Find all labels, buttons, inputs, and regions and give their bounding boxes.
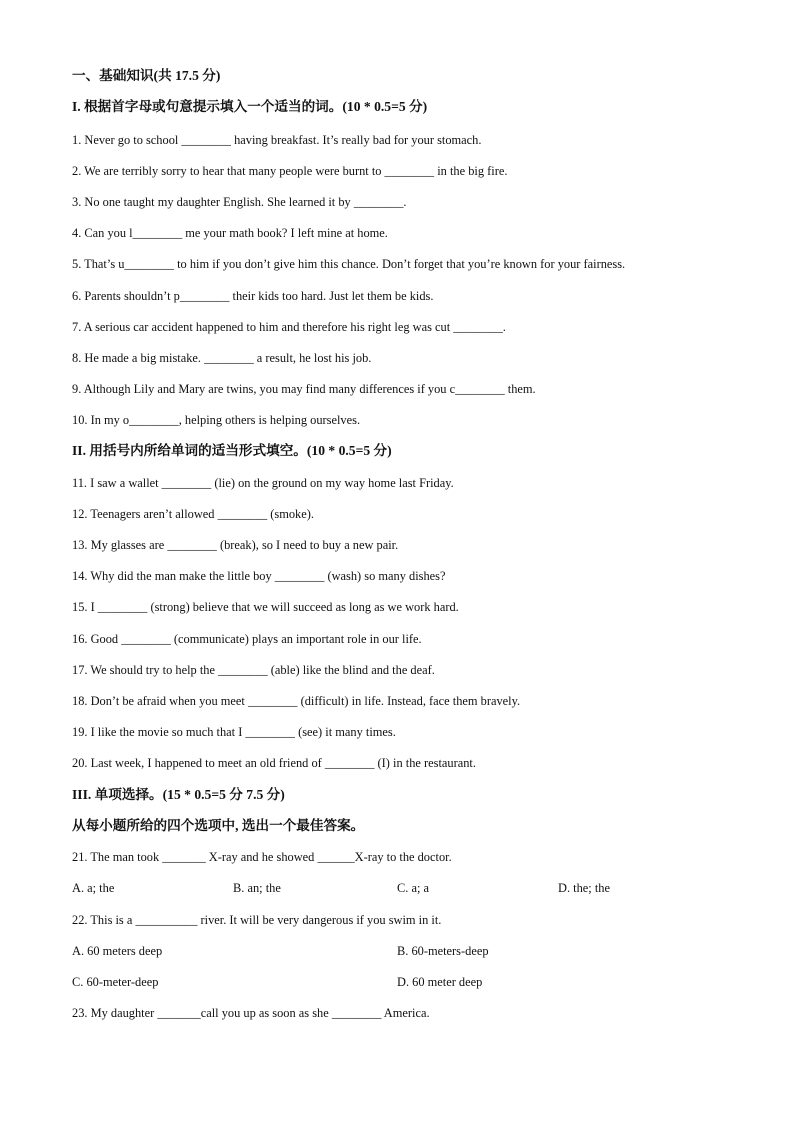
question-1: 1. Never go to school ________ having breakfast. It’s really bad for your stomach.: [72, 133, 482, 147]
q22-option-c: C. 60-meter-deep: [72, 975, 159, 989]
question-4: 4. Can you l________ me your math book? I left mine at home.: [72, 226, 388, 240]
question-17: 17. We should try to help the ________ (able) like the blind and the deaf.: [72, 663, 435, 677]
question-19: 19. I like the movie so much that I ________ (see) it many times.: [72, 725, 396, 739]
question-20: 20. Last week, I happened to meet an old friend of ________ (I) in the restaurant.: [72, 756, 476, 770]
question-18: 18. Don’t be afraid when you meet ________ (difficult) in life. Instead, face them bravely.: [72, 694, 521, 708]
question-14: 14. Why did the man make the little boy ________ (wash) so many dishes?: [72, 569, 446, 583]
question-16: 16. Good ________ (communicate) plays an important role in our life.: [72, 632, 422, 646]
question-2: 2. We are terribly sorry to hear that many people were burnt to ________ in the big fire.: [72, 164, 508, 178]
q21-option-c: C. a; a: [397, 881, 429, 895]
question-8: 8. He made a big mistake. ________ a result, he lost his job.: [72, 351, 372, 365]
part1-heading: I. 根据首字母或句意提示填入一个适当的词。(10 * 0.5=5 分): [72, 99, 428, 114]
question-21: 21. The man took _______ X-ray and he showed ______X-ray to the doctor.: [72, 850, 452, 864]
question-3: 3. No one taught my daughter English. She learned it by ________.: [72, 195, 407, 209]
question-7: 7. A serious car accident happened to him and therefore his right leg was cut ________.: [72, 320, 506, 334]
question-13: 13. My glasses are ________ (break), so I need to buy a new pair.: [72, 538, 399, 552]
q22-option-d: D. 60 meter deep: [397, 975, 483, 989]
question-22: 22. This is a __________ river. It will be very dangerous if you swim in it.: [72, 913, 442, 927]
q22-option-b: B. 60-meters-deep: [397, 944, 489, 958]
q22-option-a: A. 60 meters deep: [72, 944, 163, 958]
question-6: 6. Parents shouldn’t p________ their kids too hard. Just let them be kids.: [72, 289, 434, 303]
part2-heading: II. 用括号内所给单词的适当形式填空。(10 * 0.5=5 分): [72, 443, 392, 458]
part3-heading: III. 单项选择。(15 * 0.5=5 分 7.5 分): [72, 787, 285, 802]
question-12: 12. Teenagers aren’t allowed ________ (smoke).: [72, 507, 314, 521]
part3-instruction: 从每小题所给的四个选项中, 选出一个最佳答案。: [72, 818, 365, 833]
question-5: 5. That’s u________ to him if you don’t give him this chance. Don’t forget that you’re known for your fairness.: [72, 257, 626, 271]
question-11: 11. I saw a wallet ________ (lie) on the ground on my way home last Friday.: [72, 476, 454, 490]
section-title: 一、基础知识(共 17.5 分): [72, 68, 221, 83]
q21-option-b: B. an; the: [233, 881, 281, 895]
question-23: 23. My daughter _______call you up as soon as she ________ America.: [72, 1006, 430, 1020]
question-9: 9. Although Lily and Mary are twins, you may find many differences if you c________ them.: [72, 382, 536, 396]
question-15: 15. I ________ (strong) believe that we will succeed as long as we work hard.: [72, 600, 459, 614]
q21-option-d: D. the; the: [558, 881, 610, 895]
question-10: 10. In my o________, helping others is helping ourselves.: [72, 413, 361, 427]
q21-option-a: A. a; the: [72, 881, 115, 895]
